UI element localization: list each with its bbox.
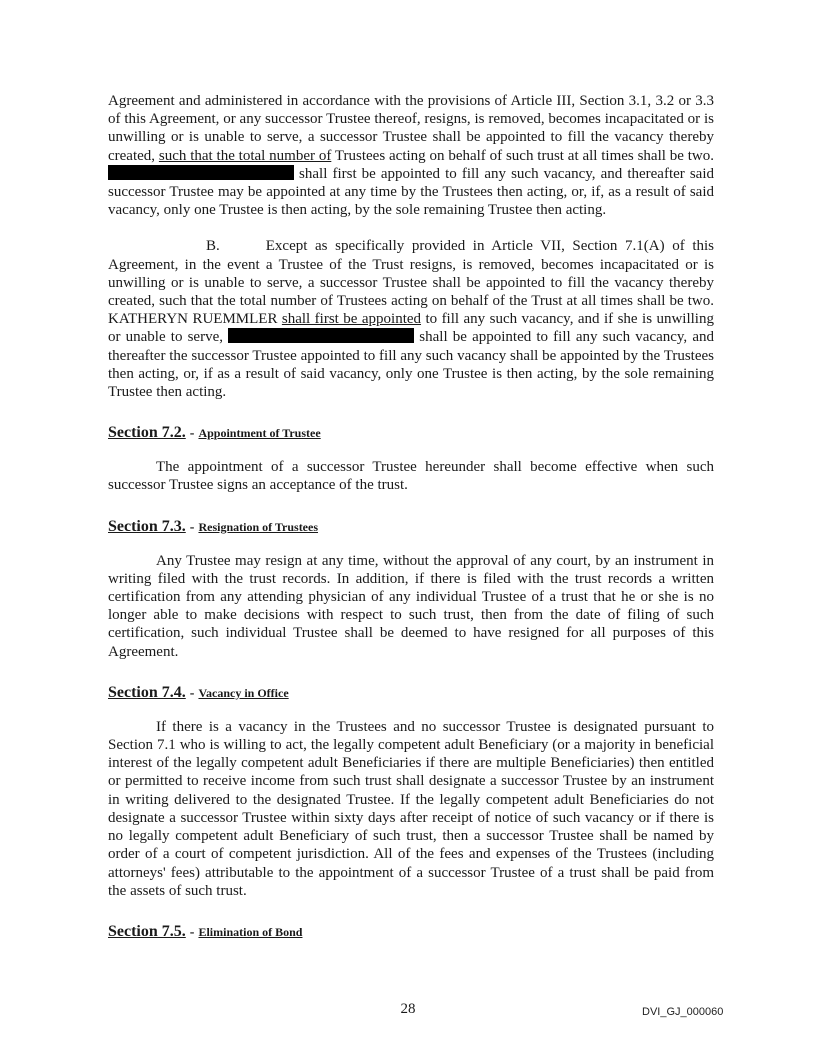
underlined-text: such that the total number of <box>158 147 332 164</box>
bates-number: DVI_GJ_000060 <box>642 1006 724 1018</box>
paragraph-b: B. Except as specifically provided in Article VII, Section 7.1(A) of this Agreement, in the event a Trustee of the Trust resigns, is removed, becomes incapacitated or is unwilling or is unable to serve, a successor Trustee shall be appointed to fill the vacancy thereby created, such that the total number of Trustees acting on behalf of the Trust at all times shall be two. KATHERYN RUEMMLER shall first be appointed to fill any such vacancy, and if she is unwilling or unable to serve, shall be appointed to fill any such vacancy, and thereafter the successor Trustee appointed to fill any such vacancy shall be appointed by the Trustees then acting, or, if as a result of said vacancy, only one Trustee is then acting, by the sole remaining Trustee then acting. <box>108 238 714 401</box>
section-body-7-4: If there is a vacancy in the Trustees and no successor Trustee is designated pursuant to Section 7.1 who is willing to act, the legally competent adult Beneficiary (or a majority in beneficial interest of the legally competent adult Beneficiaries if there are multiple Beneficiaries) then entitled or permitted to receive income from such trust shall designate a successor Trustee by an instrument in writing delivered to the designated Trustee. If the legally competent adult Beneficiaries do not designate a successor Trustee within sixty days after receipt of notice of such vacancy or if there is no legally competent adult Beneficiary of such trust, then a successor Trustee shall be named by order of a court of competent jurisdiction. All of the fees and expenses of the Trustees (including attorneys' fees) attributable to the appointment of a successor Trustee of a trust shall be paid from the assets of such trust. <box>108 718 714 899</box>
section-heading-7-3: Section 7.3. - Resignation of Trustees <box>108 517 319 535</box>
section-number: Section 7.4. <box>108 683 186 701</box>
paragraph-b-label: B. <box>206 238 220 255</box>
section-title: Resignation of Trustees <box>198 519 319 534</box>
redaction-bar <box>228 328 414 343</box>
section-body-7-2: The appointment of a successor Trustee hereunder shall become effective when such successor Trustee signs an acceptance of the trust. <box>108 459 714 494</box>
section-title: Vacancy in Office <box>198 685 289 700</box>
section-title: Elimination of Bond <box>198 924 303 939</box>
paragraph-a: Agreement and administered in accordance with the provisions of Article III, Section 3.1, 3.2 or 3.3 of this Agreement, or any successor Trustee thereof, resigns, is removed, becomes incapacitated or is unwilling or is unable to serve, a successor Trustee shall be appointed to fill the vacancy thereby created, such that the total number of Trustees acting on behalf of such trust at all times shall be two. shall first be appointed to fill any such vacancy, and thereafter said successor Trustee may be appointed at any time by the Trustees then acting, or, if, as a result of said vacancy, only one Trustee is then acting, by the sole remaining Trustee then acting. <box>108 93 714 219</box>
redaction-bar <box>108 165 294 180</box>
section-heading-7-2: Section 7.2. - Appointment of Trustee <box>108 424 321 442</box>
section-title: Appointment of Trustee <box>198 426 321 441</box>
section-number: Section 7.3. <box>108 517 186 535</box>
section-body-7-3: Any Trustee may resign at any time, without the approval of any court, by an instrument in writing filed with the trust records. In addition, if there is filed with the trust records a written certification from any attending physician of any individual Trustee of a trust that he or she is no longer able to make decisions with respect to such trust, then from the date of filing of such certification, such individual Trustee shall be deemed to have resigned for all purposes of this Agreement. <box>108 552 714 660</box>
section-number: Section 7.2. <box>108 424 186 442</box>
underlined-text: shall first be appointed <box>281 311 422 328</box>
section-heading-7-4: Section 7.4. - Vacancy in Office <box>108 683 289 701</box>
document-body <box>108 92 714 957</box>
page-number: 28 <box>400 1001 416 1017</box>
section-heading-7-5: Section 7.5. - Elimination of Bond <box>108 922 303 940</box>
section-number: Section 7.5. <box>108 922 186 940</box>
